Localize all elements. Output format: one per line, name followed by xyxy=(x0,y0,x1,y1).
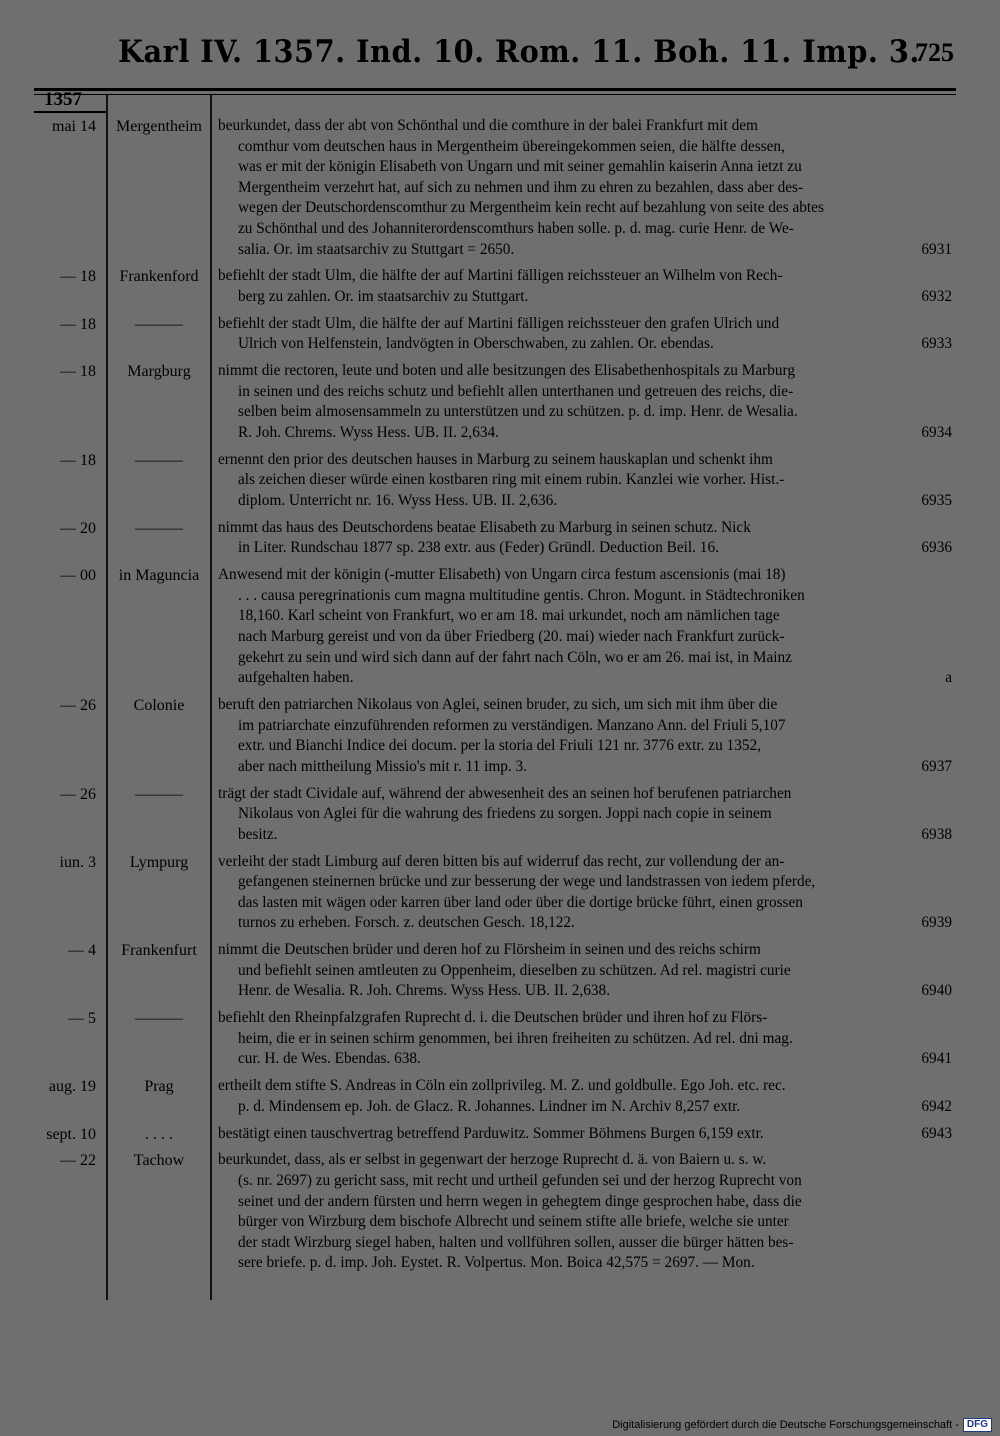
line-text: verleiht der stadt Limburg auf deren bitten bis auf widerruf das recht, zur vollendung der an- xyxy=(218,852,785,870)
entry-text-line xyxy=(218,648,952,669)
entry-place: ——— xyxy=(135,1010,183,1028)
footer-credit: Digitalisierung gefördert durch die Deutsche Forschungsgemeinschaft - xyxy=(612,1419,959,1431)
line-text: das lasten mit wägen oder karren über land oder über die dortige brücke führt, einen grossen xyxy=(238,893,803,911)
entry-date: — 26 xyxy=(60,785,96,803)
entry-text-line xyxy=(218,219,952,240)
entry-text-line xyxy=(218,586,952,607)
footer xyxy=(612,1418,992,1432)
entry-text-line xyxy=(218,1008,952,1029)
entry-text-line xyxy=(218,1212,952,1233)
regest-number: 6933 xyxy=(921,335,952,353)
entry-date: — 4 xyxy=(68,942,96,960)
entry-text xyxy=(218,518,952,559)
entry-text-line xyxy=(218,716,952,737)
regest-number: 6931 xyxy=(921,240,952,258)
entry-text-line xyxy=(218,757,952,778)
line-text: befiehlt der stadt Ulm, die hälfte der auf Martini fälligen reichssteuer an Wilhelm von Rech- xyxy=(218,267,783,285)
entry-text xyxy=(218,450,952,512)
entry-text-line xyxy=(218,178,952,199)
line-text: Ulrich von Helfenstein, landvögten in Oberschwaben, zu zahlen. Or. ebendas. xyxy=(238,335,714,353)
line-text: ernennt den prior des deutschen hauses in Marburg zu seinem hauskaplan und schenkt ihm xyxy=(218,450,773,468)
entry-text-line xyxy=(218,565,952,586)
line-text: salia. Or. im staatsarchiv zu Stuttgart = 2650. xyxy=(238,240,515,258)
line-text: im patriarchate einzuführenden reformen zu verständigen. Manzano Ann. del Friuli 5,107 xyxy=(238,716,786,734)
line-text: heim, die er in seinen schirm genommen, bei ihren freiheiten zu schützen. Ad rel. dni mag. xyxy=(238,1029,793,1047)
line-text: bestätigt einen tauschvertrag betreffend Parduwitz. Sommer Böhmens Burgen 6,159 extr. xyxy=(218,1124,764,1142)
entry-text-line xyxy=(218,1029,952,1050)
entry-text-line xyxy=(218,518,952,539)
line-text: diplom. Unterricht nr. 16. Wyss Hess. UB. II. 2,636. xyxy=(238,491,558,509)
entry-place: Lympurg xyxy=(129,853,189,871)
line-text: beurkundet, dass der abt von Schönthal und die comthure in der balei Frankfurt mit dem xyxy=(218,117,758,134)
year-label: 1357 xyxy=(44,89,82,110)
line-text: (s. nr. 2697) zu gericht sass, mit recht und urtheil gefunden sei und der herzog Ruprecht von xyxy=(238,1171,802,1189)
header-rule xyxy=(34,88,956,91)
line-text: befiehlt den Rheinpfalzgrafen Ruprecht d. i. die Deutschen brüder und ihren hof zu Flörs- xyxy=(218,1009,768,1027)
entry-text-line xyxy=(218,893,952,914)
line-text: aufgehalten haben. xyxy=(238,669,354,687)
entry-place: ——— xyxy=(135,785,183,803)
entry-text-line xyxy=(218,825,952,846)
line-text: turnos zu erheben. Forsch. z. deutschen Gesch. 18,122. xyxy=(238,914,575,932)
entry-place: Tachow xyxy=(133,1152,185,1170)
entry-text-line xyxy=(218,116,952,137)
regest-number: 6935 xyxy=(921,491,952,509)
entry-text-line xyxy=(218,266,952,287)
line-text: was er mit der königin Elisabeth von Ungarn und mit seiner gemahlin kaiserin Anna ietzt zu xyxy=(238,158,802,176)
line-text: seinet und der andern fürsten und herrn wegen in gehegtem dinge gesprochen habe, dass die xyxy=(238,1192,802,1210)
line-text: cur. H. de Wes. Ebendas. 638. xyxy=(238,1050,421,1068)
year-underline xyxy=(34,111,106,113)
entry-text xyxy=(218,1150,952,1274)
entry-text-line xyxy=(218,784,952,805)
entry-date: — 22 xyxy=(60,1152,96,1170)
line-text: beurkundet, dass, als er selbst in gegenwart der herzoge Ruprecht d. ä. von Baiern u. s. w. xyxy=(218,1151,767,1169)
line-text: ertheilt dem stifte S. Andreas in Cöln ein zollprivileg. M. Z. und goldbulle. Ego Joh. etc. rec. xyxy=(218,1077,786,1095)
entry-text xyxy=(218,266,952,307)
line-text: R. Joh. Chrems. Wyss Hess. UB. II. 2,634. xyxy=(238,423,499,441)
entry-text-line xyxy=(218,1049,952,1070)
entry-place: Prag xyxy=(144,1078,174,1096)
entry-text-line xyxy=(218,361,952,382)
entry-text-line xyxy=(218,1124,952,1145)
entry-text-line xyxy=(218,804,952,825)
entry-date: — 00 xyxy=(60,567,96,585)
line-text: in Liter. Rundschau 1877 sp. 238 extr. aus (Feder) Gründl. Deduction Beil. 16. xyxy=(238,539,719,557)
entry-text xyxy=(218,1008,952,1070)
line-text: gefangenen steinernen brücke und zur besserung der wege und landstrassen von iedem pferde, xyxy=(238,873,816,891)
entry-text-line xyxy=(218,1192,952,1213)
regest-number: 6940 xyxy=(921,982,952,1000)
line-text: extr. und Bianchi Indice dei docum. per la storia del Friuli 121 nr. 3776 extr. zu 1352, xyxy=(238,737,761,755)
entry-date: — 18 xyxy=(60,363,96,381)
line-text: sere briefe. p. d. imp. Joh. Eystet. R. Volpertus. Mon. Boica 42,575 = 2697. — Mon. xyxy=(238,1254,755,1272)
line-text: selben beim almosensammeln zu unterstützen und zu schützen. p. d. imp. Henr. de Wesalia. xyxy=(238,403,798,421)
entry-text-line xyxy=(218,981,952,1002)
entry-text-line xyxy=(218,1253,952,1274)
line-text: berg zu zahlen. Or. im staatsarchiv zu Stuttgart. xyxy=(238,287,529,305)
entry-text-line xyxy=(218,334,952,355)
entry-text-line xyxy=(218,137,952,158)
line-text: trägt der stadt Cividale auf, während der abwesenheit des an seinen hof berufenen patriarchen xyxy=(218,784,792,802)
line-text: der stadt Wirzburg siegel haben, halten und vollführen sollen, ausser die bürger hätten bes- xyxy=(238,1233,794,1251)
line-text: als zeichen dieser würde einen kostbaren ring mit einem rubin. Kanzlei wie vorher. Hist.- xyxy=(238,471,785,489)
regest-number: 6938 xyxy=(921,825,952,843)
entry-place: ——— xyxy=(135,315,183,333)
entry-text-line xyxy=(218,627,952,648)
entry-place: Frankenfurt xyxy=(121,942,197,960)
entry-text xyxy=(218,1124,952,1145)
line-text: p. d. Mindensem ep. Joh. de Glacz. R. Johannes. Lindner im N. Archiv 8,257 extr. xyxy=(238,1097,741,1115)
entry-text-line xyxy=(218,961,952,982)
entry-text xyxy=(218,116,952,260)
entry-text-line xyxy=(218,736,952,757)
entry-date: iun. 3 xyxy=(59,853,96,871)
entry-text-line xyxy=(218,695,952,716)
entry-date: mai 14 xyxy=(52,118,96,135)
entry-date: — 5 xyxy=(68,1010,96,1028)
entry-text-line xyxy=(218,314,952,335)
entry-text-line xyxy=(218,157,952,178)
entry-place: Frankenford xyxy=(119,268,199,286)
line-text: Nikolaus von Aglei für die wahrung des friedens zu sorgen. Joppi nach copie in seinem xyxy=(238,805,772,823)
regest-number: 6932 xyxy=(921,287,952,305)
column-divider-place xyxy=(210,95,212,1300)
line-text: Mergentheim verzehrt hat, auf sich zu nehmen und ihm zu ehren zu bezahlen, dass aber des- xyxy=(238,178,804,196)
entry-text-line xyxy=(218,198,952,219)
line-text: gekehrt zu sein und wird sich dann auf der fahrt nach Cöln, wo er am 26. mai ist, in Mainz xyxy=(238,648,792,666)
entry-place: ——— xyxy=(135,519,183,537)
entry-text xyxy=(218,314,952,355)
entry-text-line xyxy=(218,1233,952,1254)
entry-text-line xyxy=(218,402,952,423)
entry-text-line xyxy=(218,470,952,491)
entry-text-line xyxy=(218,1097,952,1118)
entry-text-line xyxy=(218,1150,952,1171)
entry-date: aug. 19 xyxy=(48,1078,96,1096)
entry-text-line xyxy=(218,491,952,512)
line-text: aber nach mittheilung Missio's mit r. 11 imp. 3. xyxy=(238,757,527,775)
line-text: comthur vom deutschen haus in Mergentheim übereingekommen seien, die hälfte dessen, xyxy=(238,137,785,155)
running-head: Karl IV. 1357. Ind. 10. Rom. 11. Boh. 11. Imp. 3. xyxy=(118,34,920,70)
line-text: wegen der Deutschordenscomthur zu Mergentheim kein recht auf bezahlung von seite des abtes xyxy=(238,199,824,217)
entry-text-line xyxy=(218,606,952,627)
entry-text xyxy=(218,1076,952,1117)
line-text: Henr. de Wesalia. R. Joh. Chrems. Wyss Hess. UB. II. 2,638. xyxy=(238,982,611,1000)
regest-number: 6936 xyxy=(921,539,952,557)
entry-text-line xyxy=(218,450,952,471)
entry-text-line xyxy=(218,668,952,689)
line-text: in seinen und des reichs schutz und befiehlt allen unterthanen und getreuen des reichs, die- xyxy=(238,382,794,400)
entry-text-line xyxy=(218,852,952,873)
entry-date: sept. 10 xyxy=(46,1125,96,1143)
entry-text-line xyxy=(218,1171,952,1192)
entry-text-line xyxy=(218,1076,952,1097)
entry-text-line xyxy=(218,382,952,403)
entry-text xyxy=(218,695,952,777)
entry-text xyxy=(218,940,952,1002)
regest-number: 6942 xyxy=(921,1097,952,1115)
line-text: besitz. xyxy=(238,825,278,843)
line-text: nimmt das haus des Deutschordens beatae Elisabeth zu Marburg in seinen schutz. Nick xyxy=(218,518,751,536)
entry-date: — 26 xyxy=(60,697,96,714)
page-header xyxy=(0,28,1000,88)
line-text: . . . causa peregrinationis cum magna multitudine gentis. Chron. Mogunt. in Städtechroniken xyxy=(238,586,805,604)
line-text: und befiehlt seinen amtleuten zu Oppenheim, dieselben zu schützen. Ad rel. magistri curie xyxy=(238,961,791,979)
page-number: 725 xyxy=(915,38,954,67)
dfg-logo: DFG xyxy=(963,1418,992,1432)
entry-text-line xyxy=(218,872,952,893)
line-text: zu Schönthal und des Johanniterordenscomthurs haben solle. p. d. mag. curie Henr. de We- xyxy=(238,219,794,237)
entry-text-line xyxy=(218,240,952,261)
entry-place: Mergentheim xyxy=(116,118,202,135)
entry-text-line xyxy=(218,538,952,559)
line-text: beruft den patriarchen Nikolaus von Aglei, seinen bruder, zu sich, um sich mit ihm über die xyxy=(218,696,778,713)
entry-place: . . . . xyxy=(145,1125,173,1143)
regest-number: 6941 xyxy=(921,1050,952,1068)
regest-number: 6939 xyxy=(921,914,952,932)
regest-number: a xyxy=(945,669,952,687)
entry-place: in Maguncia xyxy=(118,567,200,585)
entry-text-line xyxy=(218,287,952,308)
header-rule-thin xyxy=(34,94,956,95)
entry-text-line xyxy=(218,423,952,444)
entry-text xyxy=(218,361,952,443)
entry-text xyxy=(218,784,952,846)
regest-number: 6934 xyxy=(921,423,952,441)
line-text: nach Marburg gereist und von da über Friedberg (20. mai) wieder nach Frankfurt zurück- xyxy=(238,627,785,645)
entry-text xyxy=(218,852,952,934)
line-text: nimmt die Deutschen brüder und deren hof zu Flörsheim in seinen und des reichs schirm xyxy=(218,941,761,959)
entry-date: — 18 xyxy=(60,451,96,469)
entry-date: — 18 xyxy=(60,268,96,286)
line-text: 18,160. Karl scheint von Frankfurt, wo er am 18. mai urkundet, noch am nämlichen tage xyxy=(238,607,780,625)
line-text: Anwesend mit der königin (-mutter Elisabeth) von Ungarn circa festum ascensionis (mai 18) xyxy=(218,566,786,584)
regest-number: 6937 xyxy=(921,757,952,775)
line-text: befiehlt der stadt Ulm, die hälfte der auf Martini fälligen reichssteuer den grafen Ulrich und xyxy=(218,314,780,332)
line-text: nimmt die rectoren, leute und boten und alle besitzungen des Elisabethenhospitals zu Marburg xyxy=(218,362,796,380)
entry-date: — 18 xyxy=(60,315,96,333)
entry-place: Margburg xyxy=(127,363,191,381)
entry-place: ——— xyxy=(135,451,183,469)
line-text: bürger von Wirzburg dem bischofe Albrecht und seinem stifte alle briefe, welche sie unter xyxy=(238,1213,789,1231)
entry-text xyxy=(218,565,952,689)
entry-place: Colonie xyxy=(133,697,185,714)
entry-date: — 20 xyxy=(60,519,96,537)
regest-number: 6943 xyxy=(921,1124,952,1142)
entry-text-line xyxy=(218,940,952,961)
entry-text-line xyxy=(218,913,952,934)
